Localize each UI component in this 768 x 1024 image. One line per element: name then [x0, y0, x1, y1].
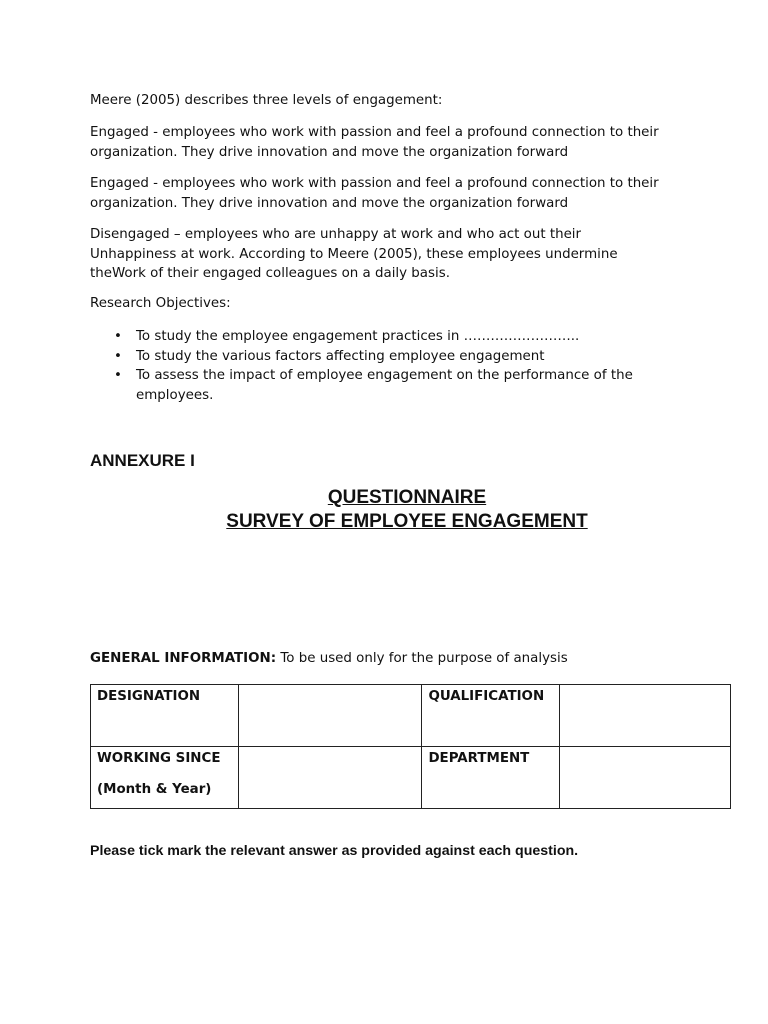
bullet-icon: • — [114, 329, 122, 344]
designation-label: DESIGNATION — [97, 689, 201, 704]
working-since-label: WORKING SINCE — [97, 751, 221, 766]
designation-label-cell — [91, 685, 239, 747]
annexure-heading: ANNEXURE I — [90, 451, 195, 470]
list-item — [90, 366, 690, 405]
bullet-icon: • — [114, 368, 122, 384]
intro-text: Meere (2005) describes three levels of engagement: — [90, 93, 443, 108]
survey-title: SURVEY OF EMPLOYEE ENGAGEMENT — [226, 511, 588, 532]
department-value-cell[interactable] — [560, 747, 731, 809]
table-row — [91, 685, 731, 747]
intro-paragraph — [90, 91, 690, 111]
working-since-value-cell[interactable] — [238, 747, 422, 809]
qualification-value-cell[interactable] — [560, 685, 731, 747]
instruction-text: Please tick mark the relevant answer as provided against each question. — [90, 843, 579, 859]
department-label: DEPARTMENT — [428, 751, 530, 766]
list-item — [90, 327, 690, 347]
disengaged-line-2: Unhappiness at work. According to Meere (2005), these employees undermine — [90, 246, 618, 262]
general-information — [90, 651, 568, 666]
table-row — [91, 747, 731, 809]
questionnaire-title: QUESTIONNAIRE — [327, 487, 487, 508]
objective-1-line-1: To study the employee engagement practices in …………………….. — [136, 329, 580, 344]
bullet-icon: • — [114, 348, 122, 364]
objective-2-line-1: To study the various factors affecting employee engagement — [136, 348, 545, 364]
month-year-label: (Month & Year) — [97, 782, 212, 797]
engaged-paragraph-2 — [90, 174, 690, 213]
objectives-heading — [90, 294, 690, 314]
working-since-label-cell — [91, 747, 239, 809]
list-item — [90, 347, 690, 367]
general-information-label: GENERAL INFORMATION: — [90, 651, 277, 666]
general-information-text: To be used only for the purpose of analysis — [276, 651, 568, 666]
objective-3-line-1: To assess the impact of employee engagement on the performance of the — [136, 368, 633, 384]
engaged-2-line-2: organization. They drive innovation and move the organization forward — [90, 195, 569, 211]
engaged-1-line-1: Engaged - employees who work with passion and feel a profound connection to their — [90, 125, 659, 140]
disengaged-paragraph — [90, 225, 690, 284]
engaged-1-line-2: organization. They drive innovation and move the organization forward — [90, 144, 569, 160]
disengaged-line-1: Disengaged – employees who are unhappy at work and who act out their — [90, 227, 582, 242]
objectives-list — [90, 327, 690, 405]
engaged-paragraph-1 — [90, 123, 690, 162]
disengaged-line-3: theWork of their engaged colleagues on a daily basis. — [90, 266, 450, 282]
objectives-heading-text: Research Objectives: — [90, 296, 231, 311]
general-information-table — [90, 684, 731, 809]
qualification-label-cell — [422, 685, 560, 747]
department-label-cell — [422, 747, 560, 809]
qualification-label: QUALIFICATION — [428, 689, 545, 704]
engaged-2-line-1: Engaged - employees who work with passion and feel a profound connection to their — [90, 176, 659, 191]
objective-3-line-2: employees. — [136, 387, 214, 403]
designation-value-cell[interactable] — [238, 685, 422, 747]
